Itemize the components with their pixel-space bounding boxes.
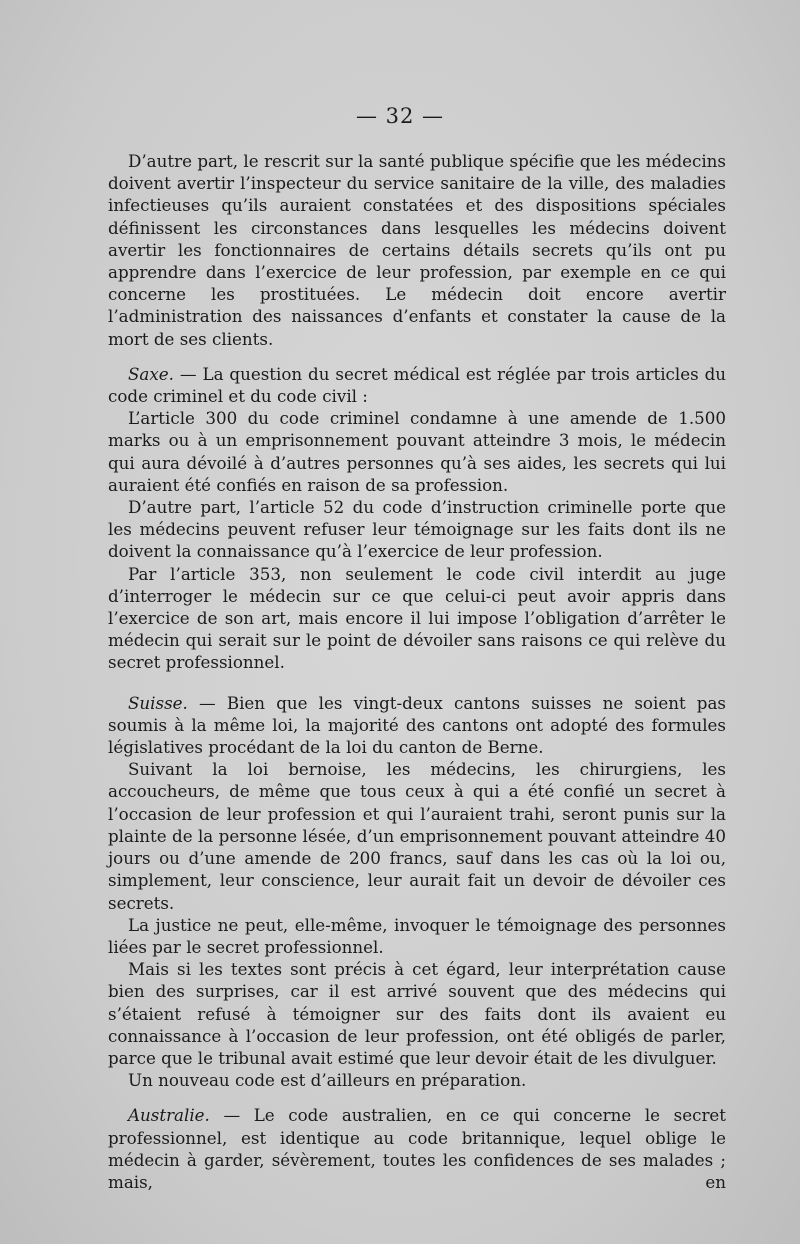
paragraph-text: L’article 300 du code criminel condamne à une amende de 1.500 marks ou à un emprisonnement pouvant atteindre 3 mois, le médecin qui aura dévoilé à d’autres personnes qu’à ses aides, les secrets qui lui auraient été confiés en raison de sa profession. [108, 408, 726, 495]
paragraph-justice [108, 914, 726, 958]
body-text [108, 150, 726, 1193]
paragraph-interpretation [108, 958, 726, 1069]
paragraph-text: Un nouveau code est d’ailleurs en préparation. [128, 1070, 527, 1091]
paragraph-australie [108, 1104, 726, 1193]
paragraph-text: Mais si les textes sont précis à cet égard, leur interprétation cause bien des surprises, car il est arrivé souvent que des médecins qui s’étaient refusé à témoigner sur des faits dont ils avaient eu connaissance à l’occasion de leur profession, ont été obligés de parler, parce que le tribunal avait estimé que leur devoir était de les divulguer. [108, 959, 726, 1068]
paragraph-text: — Bien que les vingt-deux cantons suisses ne soient pas soumis à la même loi, la majorité des cantons ont adopté des formules législatives procédant de la loi du canton de Berne. [108, 692, 726, 758]
paragraph-text: La justice ne peut, elle-même, invoquer le témoignage des personnes liées par le secret professionnel. [108, 914, 726, 957]
paragraph-suisse [108, 692, 726, 759]
paragraph-text: — Le code australien, en ce qui concerne le secret professionnel, est identique au code britannique, lequel oblige le médecin à garder, sévèrement, toutes les confidences de ses malades ; mais, en [108, 1105, 726, 1192]
paragraph-article-300 [108, 407, 726, 496]
paragraph-rescrit [108, 150, 726, 350]
page-number: — 32 — [355, 104, 445, 128]
section-lead-saxe: Saxe. [128, 363, 174, 384]
paragraph-saxe [108, 363, 726, 407]
paragraph-article-52 [108, 496, 726, 563]
paragraph-article-353 [108, 563, 726, 674]
paragraph-text: D’autre part, l’article 52 du code d’instruction criminelle porte que les médecins peuvent refuser leur témoignage sur les faits dont ils ne doivent la connaissance qu’à l’exercice de leur profession. [108, 497, 726, 562]
paragraph-text: Par l’article 353, non seulement le code civil interdit au juge d’interroger le médecin sur ce que celui-ci peut avoir appris dans l’exercice de son art, mais encore il lui impose l’obligation d’arrêter le médecin qui serait sur le point de dévoiler sans raisons ce qui relève du secret professionnel. [108, 563, 726, 673]
paragraph-nouveau-code [108, 1069, 726, 1091]
paragraph-text: — La question du secret médical est réglée par trois articles du code criminel et du code civil : [108, 363, 726, 407]
paragraph-loi-bernoise [108, 758, 726, 913]
section-lead-australie: Australie. [128, 1105, 210, 1126]
section-lead-suisse: Suisse. [128, 692, 188, 713]
paragraph-text: Suivant la loi bernoise, les médecins, les chirurgiens, les accoucheurs, de même que tous ceux à qui a été confié un secret à l’occasion de leur profession et qui l’auraient trahi, seront punis sur la plainte de la personne lésée, d’un emprisonnement pouvant atteindre 40 jours ou d’une amende de 200 francs, sauf dans les cas où la loi ou, simplement, leur conscience, leur aurait fait un devoir de dévoiler ces secrets. [108, 759, 726, 913]
paragraph-text: D’autre part, le rescrit sur la santé publique spécifie que les médecins doivent avertir l’inspecteur du service sanitaire de la ville, des maladies infectieuses qu’ils auraient constatées et des dispositions spéciales définissent les circonstances dans lesquelles les médecins doivent avertir les fonctionnaires de certains détails secrets qu’ils ont pu apprendre dans l’exercice de leur profession, par exemple en ce qui concerne les prostituées. Le médecin doit encore avertir l’administration des naissances d’enfants et constater la cause de la mort de ses clients. [108, 151, 726, 349]
